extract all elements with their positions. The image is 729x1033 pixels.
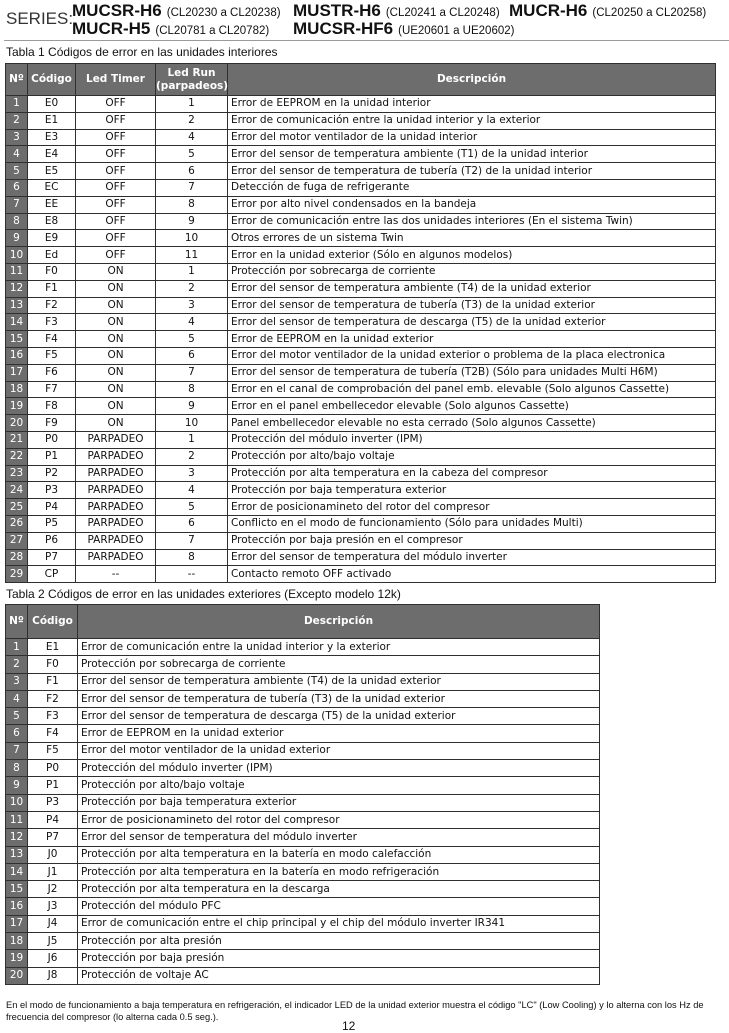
table-row xyxy=(6,381,716,398)
table-row xyxy=(6,263,716,280)
table-cell: ON xyxy=(76,398,156,415)
table-cell: J2 xyxy=(28,881,78,898)
table-cell: Error del sensor de temperatura de tubería (T2) de la unidad interior xyxy=(228,163,716,180)
table-cell: 13 xyxy=(6,846,28,863)
table-cell: P0 xyxy=(28,760,78,777)
table-cell: E5 xyxy=(28,163,76,180)
table-cell: ON xyxy=(76,280,156,297)
table-row xyxy=(6,331,716,348)
table-cell: ON xyxy=(76,347,156,364)
table-cell: 8 xyxy=(6,213,28,230)
table-row xyxy=(6,950,600,967)
table-row xyxy=(6,829,600,846)
table-cell: Error de posicionamineto del rotor del compresor xyxy=(78,811,600,828)
table-cell: 9 xyxy=(6,777,28,794)
table-cell: 17 xyxy=(6,364,28,381)
table-row xyxy=(6,280,716,297)
table-cell: 5 xyxy=(6,708,28,725)
table-cell: 19 xyxy=(6,950,28,967)
model-name: MUCR-H6 xyxy=(509,1,588,20)
table-cell: Ed xyxy=(28,247,76,264)
table-cell: OFF xyxy=(76,213,156,230)
table-cell: F3 xyxy=(28,708,78,725)
table2-caption: Tabla 2 Códigos de error en las unidades exteriores (Excepto modelo 12k) xyxy=(6,587,401,601)
table-cell: 7 xyxy=(6,742,28,759)
table-cell: 10 xyxy=(156,415,228,432)
table-cell: 4 xyxy=(6,690,28,707)
table-cell: ON xyxy=(76,297,156,314)
table-row xyxy=(6,347,716,364)
table-cell: OFF xyxy=(76,112,156,129)
table-row xyxy=(6,725,600,742)
table-cell: Error del sensor de temperatura ambiente (T1) de la unidad interior xyxy=(228,146,716,163)
table-cell: Error de EEPROM en la unidad exterior xyxy=(78,725,600,742)
table-row xyxy=(6,898,600,915)
table-cell: Error del sensor de temperatura ambiente (T4) de la unidad exterior xyxy=(78,673,600,690)
table-cell: Contacto remoto OFF activado xyxy=(228,566,716,583)
table-cell: 10 xyxy=(6,794,28,811)
model-name: MUSTR-H6 xyxy=(293,1,381,20)
table-cell: 14 xyxy=(6,314,28,331)
table-cell: E8 xyxy=(28,213,76,230)
table-row xyxy=(6,297,716,314)
table-cell: OFF xyxy=(76,129,156,146)
table-cell: 7 xyxy=(6,196,28,213)
table-row xyxy=(6,448,716,465)
table-cell: PARPADEO xyxy=(76,499,156,516)
model-name: MUCSR-HF6 xyxy=(293,19,394,38)
table-cell: J5 xyxy=(28,933,78,950)
table-cell: 12 xyxy=(6,280,28,297)
table-row xyxy=(6,967,600,984)
table-cell: ON xyxy=(76,415,156,432)
model-mucsr-h6 xyxy=(72,1,281,21)
table-header-row xyxy=(6,605,600,639)
table-row xyxy=(6,364,716,381)
table-cell: ON xyxy=(76,331,156,348)
table-cell: F0 xyxy=(28,263,76,280)
table-row xyxy=(6,213,716,230)
table-row xyxy=(6,314,716,331)
table-cell: Protección por alta temperatura en la descarga xyxy=(78,881,600,898)
table-cell: Protección por alto/bajo voltaje xyxy=(228,448,716,465)
table-row xyxy=(6,230,716,247)
table-cell: 4 xyxy=(156,129,228,146)
table-cell: Protección del módulo inverter (IPM) xyxy=(228,431,716,448)
table-cell: 9 xyxy=(156,213,228,230)
model-mustr-h6 xyxy=(293,1,500,21)
table-cell: Error en la unidad exterior (Sólo en algunos modelos) xyxy=(228,247,716,264)
table-cell: 16 xyxy=(6,347,28,364)
table-cell: P0 xyxy=(28,431,76,448)
table-cell: OFF xyxy=(76,230,156,247)
header-nr: Nº xyxy=(6,64,28,96)
table-cell: 24 xyxy=(6,482,28,499)
table-cell: 3 xyxy=(156,465,228,482)
table-cell: 23 xyxy=(6,465,28,482)
table-cell: Error del sensor de temperatura de descarga (T5) de la unidad exterior xyxy=(228,314,716,331)
table-cell: 26 xyxy=(6,515,28,532)
model-range: (CL20781 a CL20782) xyxy=(155,25,270,37)
table-cell: 1 xyxy=(156,96,228,113)
table-cell: PARPADEO xyxy=(76,482,156,499)
table-cell: F5 xyxy=(28,347,76,364)
outdoor-error-table xyxy=(5,604,600,985)
table-cell: 20 xyxy=(6,415,28,432)
table-cell: Error de comunicación entre la unidad interior y la exterior xyxy=(78,639,600,656)
table-cell: Error de comunicación entre el chip principal y el chip del módulo inverter IR341 xyxy=(78,915,600,932)
table-cell: 1 xyxy=(6,96,28,113)
table-cell: Error por alto nivel condensados en la bandeja xyxy=(228,196,716,213)
table-row xyxy=(6,863,600,880)
table-cell: 19 xyxy=(6,398,28,415)
table-cell: P4 xyxy=(28,499,76,516)
table-cell: 11 xyxy=(6,263,28,280)
table-cell: PARPADEO xyxy=(76,465,156,482)
table-cell: Protección por sobrecarga de corriente xyxy=(228,263,716,280)
table-cell: F2 xyxy=(28,690,78,707)
table-cell: F6 xyxy=(28,364,76,381)
table-row xyxy=(6,515,716,532)
table-cell: 27 xyxy=(6,532,28,549)
header-code: Código xyxy=(28,605,78,639)
page-header xyxy=(4,0,729,41)
table-cell: PARPADEO xyxy=(76,515,156,532)
table-cell: 5 xyxy=(156,331,228,348)
table-cell: 8 xyxy=(156,196,228,213)
table-cell: 25 xyxy=(6,499,28,516)
table-cell: Error del sensor de temperatura de tubería (T3) de la unidad exterior xyxy=(78,690,600,707)
table-cell: 5 xyxy=(6,163,28,180)
table-row xyxy=(6,846,600,863)
table-row xyxy=(6,566,716,583)
table-cell: Protección por baja presión en el compresor xyxy=(228,532,716,549)
table-cell: PARPADEO xyxy=(76,448,156,465)
table-cell: 22 xyxy=(6,448,28,465)
table-row xyxy=(6,247,716,264)
table-cell: 6 xyxy=(6,179,28,196)
table-cell: ON xyxy=(76,381,156,398)
table-cell: J4 xyxy=(28,915,78,932)
table-cell: E9 xyxy=(28,230,76,247)
page-number: 12 xyxy=(342,1019,356,1033)
model-range: (CL20241 a CL20248) xyxy=(385,7,500,19)
table-cell: P6 xyxy=(28,532,76,549)
table-cell: E4 xyxy=(28,146,76,163)
table-cell: F5 xyxy=(28,742,78,759)
table-cell: -- xyxy=(76,566,156,583)
table-cell: F4 xyxy=(28,331,76,348)
table-cell: P1 xyxy=(28,448,76,465)
table-cell: OFF xyxy=(76,96,156,113)
table-cell: E1 xyxy=(28,639,78,656)
table-cell: Protección por baja temperatura exterior xyxy=(78,794,600,811)
table-cell: J3 xyxy=(28,898,78,915)
table-row xyxy=(6,482,716,499)
table-cell: 17 xyxy=(6,915,28,932)
table-cell: P2 xyxy=(28,465,76,482)
table-cell: 4 xyxy=(6,146,28,163)
table-cell: 9 xyxy=(6,230,28,247)
table-cell: OFF xyxy=(76,146,156,163)
table-row xyxy=(6,431,716,448)
table-cell: OFF xyxy=(76,247,156,264)
header-led-timer: Led Timer xyxy=(76,64,156,96)
table-cell: Protección de voltaje AC xyxy=(78,967,600,984)
table-cell: Protección por baja temperatura exterior xyxy=(228,482,716,499)
table-cell: OFF xyxy=(76,179,156,196)
table-cell: Error del sensor de temperatura de tubería (T3) de la unidad exterior xyxy=(228,297,716,314)
table-cell: P3 xyxy=(28,482,76,499)
table-cell: 2 xyxy=(156,112,228,129)
table-cell: Panel embellecedor elevable no esta cerrado (Solo algunos Cassette) xyxy=(228,415,716,432)
table-cell: P3 xyxy=(28,794,78,811)
table-cell: F9 xyxy=(28,415,76,432)
table-row xyxy=(6,549,716,566)
footnote: En el modo de funcionamiento a baja temperatura en refrigeración, el indicador LED de la unidad exterior muestra el código "LC" (Low Cooling) y lo alterna con los Hz de frecuencia del compresor (lo alterna cada 0.5 seg.). xyxy=(6,1000,704,1022)
table-cell: F0 xyxy=(28,656,78,673)
table-cell: P7 xyxy=(28,549,76,566)
table-cell: F7 xyxy=(28,381,76,398)
table-row xyxy=(6,639,600,656)
table-cell: Protección por alta temperatura en la batería en modo refrigeración xyxy=(78,863,600,880)
table-cell: J8 xyxy=(28,967,78,984)
table-cell: Otros errores de un sistema Twin xyxy=(228,230,716,247)
table-row xyxy=(6,777,600,794)
table-cell: OFF xyxy=(76,163,156,180)
table-cell: Error del sensor de temperatura ambiente (T4) de la unidad exterior xyxy=(228,280,716,297)
table-cell: 2 xyxy=(6,112,28,129)
table-cell: Error de comunicación entre las dos unidades interiores (En el sistema Twin) xyxy=(228,213,716,230)
table-row xyxy=(6,146,716,163)
table-cell: ON xyxy=(76,263,156,280)
table-cell: Error del sensor de temperatura del módulo inverter xyxy=(78,829,600,846)
table-cell: 12 xyxy=(6,829,28,846)
table-cell: F8 xyxy=(28,398,76,415)
table-row xyxy=(6,915,600,932)
table-cell: 20 xyxy=(6,967,28,984)
table-cell: 11 xyxy=(156,247,228,264)
table-cell: 3 xyxy=(156,297,228,314)
table-row xyxy=(6,656,600,673)
table1-caption: Tabla 1 Códigos de error en las unidades interiores xyxy=(6,45,278,59)
table-cell: EE xyxy=(28,196,76,213)
table-cell: 7 xyxy=(156,364,228,381)
table-row xyxy=(6,760,600,777)
table-cell: PARPADEO xyxy=(76,549,156,566)
table-cell: P1 xyxy=(28,777,78,794)
table-cell: Error del motor ventilador de la unidad exterior o problema de la placa electronica xyxy=(228,347,716,364)
table-cell: Protección del módulo PFC xyxy=(78,898,600,915)
table-cell: Error de comunicación entre la unidad interior y la exterior xyxy=(228,112,716,129)
table-cell: Error de EEPROM en la unidad exterior xyxy=(228,331,716,348)
table-cell: 10 xyxy=(156,230,228,247)
table-cell: 5 xyxy=(156,499,228,516)
table-cell: J1 xyxy=(28,863,78,880)
table-cell: P5 xyxy=(28,515,76,532)
table-cell: PARPADEO xyxy=(76,431,156,448)
table-cell: Protección por alto/bajo voltaje xyxy=(78,777,600,794)
model-mucr-h6 xyxy=(509,1,706,21)
table-cell: Protección por alta temperatura en la cabeza del compresor xyxy=(228,465,716,482)
table-cell: EC xyxy=(28,179,76,196)
indoor-error-table xyxy=(5,63,716,583)
table-cell: J6 xyxy=(28,950,78,967)
table-cell: 7 xyxy=(156,532,228,549)
table-cell: 1 xyxy=(6,639,28,656)
table-cell: 11 xyxy=(6,811,28,828)
table-row xyxy=(6,196,716,213)
table-row xyxy=(6,129,716,146)
table-cell: Error de EEPROM en la unidad interior xyxy=(228,96,716,113)
table-cell: 16 xyxy=(6,898,28,915)
table-cell: 6 xyxy=(156,347,228,364)
table-cell: 13 xyxy=(6,297,28,314)
table-cell: ON xyxy=(76,314,156,331)
table-cell: 28 xyxy=(6,549,28,566)
table-row xyxy=(6,163,716,180)
table-cell: 18 xyxy=(6,933,28,950)
table-cell: P4 xyxy=(28,811,78,828)
table-row xyxy=(6,690,600,707)
table-row xyxy=(6,96,716,113)
table-cell: E1 xyxy=(28,112,76,129)
table-cell: Error del sensor de temperatura de descarga (T5) de la unidad exterior xyxy=(78,708,600,725)
table-cell: P7 xyxy=(28,829,78,846)
table-row xyxy=(6,465,716,482)
table-cell: PARPADEO xyxy=(76,532,156,549)
table-cell: Error de posicionamineto del rotor del compresor xyxy=(228,499,716,516)
table-cell: F2 xyxy=(28,297,76,314)
table-row xyxy=(6,673,600,690)
table-cell: E3 xyxy=(28,129,76,146)
table-cell: Error del sensor de temperatura del módulo inverter xyxy=(228,549,716,566)
table-row xyxy=(6,112,716,129)
table-row xyxy=(6,499,716,516)
model-range: (UE20601 a UE20602) xyxy=(398,25,515,37)
table-cell: 6 xyxy=(156,515,228,532)
table-cell: 8 xyxy=(156,549,228,566)
table-cell: CP xyxy=(28,566,76,583)
table-cell: Protección del módulo inverter (IPM) xyxy=(78,760,600,777)
table-cell: Protección por alta temperatura en la batería en modo calefacción xyxy=(78,846,600,863)
table-row xyxy=(6,532,716,549)
table-cell: 14 xyxy=(6,863,28,880)
table-cell: 2 xyxy=(156,448,228,465)
header-code: Código xyxy=(28,64,76,96)
model-range: (CL20230 a CL20238) xyxy=(166,7,281,19)
header-description: Descripción xyxy=(78,605,600,639)
table-cell: 2 xyxy=(6,656,28,673)
table-cell: 7 xyxy=(156,179,228,196)
table-cell: 18 xyxy=(6,381,28,398)
table-cell: 10 xyxy=(6,247,28,264)
table-row xyxy=(6,179,716,196)
model-range: (CL20250 a CL20258) xyxy=(592,7,707,19)
table-cell: ON xyxy=(76,364,156,381)
header-description: Descripción xyxy=(228,64,716,96)
table-cell: Error del sensor de temperatura de tubería (T2B) (Sólo para unidades Multi H6M) xyxy=(228,364,716,381)
table-cell: 21 xyxy=(6,431,28,448)
table-cell: F4 xyxy=(28,725,78,742)
table-cell: 6 xyxy=(6,725,28,742)
table-row xyxy=(6,933,600,950)
table-row xyxy=(6,794,600,811)
table-cell: F1 xyxy=(28,280,76,297)
model-mucsr-hf6 xyxy=(293,19,514,39)
table-cell: 15 xyxy=(6,331,28,348)
table-cell: 2 xyxy=(156,280,228,297)
table-header-row xyxy=(6,64,716,96)
table-cell: 4 xyxy=(156,482,228,499)
table-cell: Detección de fuga de refrigerante xyxy=(228,179,716,196)
table-cell: Conflicto en el modo de funcionamiento (Sólo para unidades Multi) xyxy=(228,515,716,532)
table-row xyxy=(6,881,600,898)
table-cell: Error del motor ventilador de la unidad exterior xyxy=(78,742,600,759)
table-cell: J0 xyxy=(28,846,78,863)
table-row xyxy=(6,811,600,828)
table-cell: 3 xyxy=(6,129,28,146)
table-cell: 8 xyxy=(156,381,228,398)
table-cell: 3 xyxy=(6,673,28,690)
table-row xyxy=(6,398,716,415)
table-row xyxy=(6,742,600,759)
table-cell: F3 xyxy=(28,314,76,331)
table-cell: Error en el canal de comprobación del panel emb. elevable (Solo algunos Cassette) xyxy=(228,381,716,398)
model-name: MUCR-H5 xyxy=(72,19,151,38)
table-cell: F1 xyxy=(28,673,78,690)
series-label: SERIES: xyxy=(6,9,74,28)
table-cell: 4 xyxy=(156,314,228,331)
table-cell: Error del motor ventilador de la unidad interior xyxy=(228,129,716,146)
header-led-run: Led Run (parpadeos) xyxy=(156,64,228,96)
table-cell: 15 xyxy=(6,881,28,898)
table-cell: 1 xyxy=(156,431,228,448)
table-cell: 5 xyxy=(156,146,228,163)
table-cell: 1 xyxy=(156,263,228,280)
model-name: MUCSR-H6 xyxy=(72,1,162,20)
header-nr: Nº xyxy=(6,605,28,639)
table-cell: 29 xyxy=(6,566,28,583)
table-cell: 9 xyxy=(156,398,228,415)
table-cell: -- xyxy=(156,566,228,583)
table-row xyxy=(6,708,600,725)
model-mucr-h5 xyxy=(72,19,269,39)
table-cell: 6 xyxy=(156,163,228,180)
table-row xyxy=(6,415,716,432)
table-cell: Protección por alta presión xyxy=(78,933,600,950)
table-cell: OFF xyxy=(76,196,156,213)
table-cell: Protección por sobrecarga de corriente xyxy=(78,656,600,673)
table-cell: 8 xyxy=(6,760,28,777)
table-cell: Error en el panel embellecedor elevable (Solo algunos Cassette) xyxy=(228,398,716,415)
table-cell: Protección por baja presión xyxy=(78,950,600,967)
table-cell: E0 xyxy=(28,96,76,113)
